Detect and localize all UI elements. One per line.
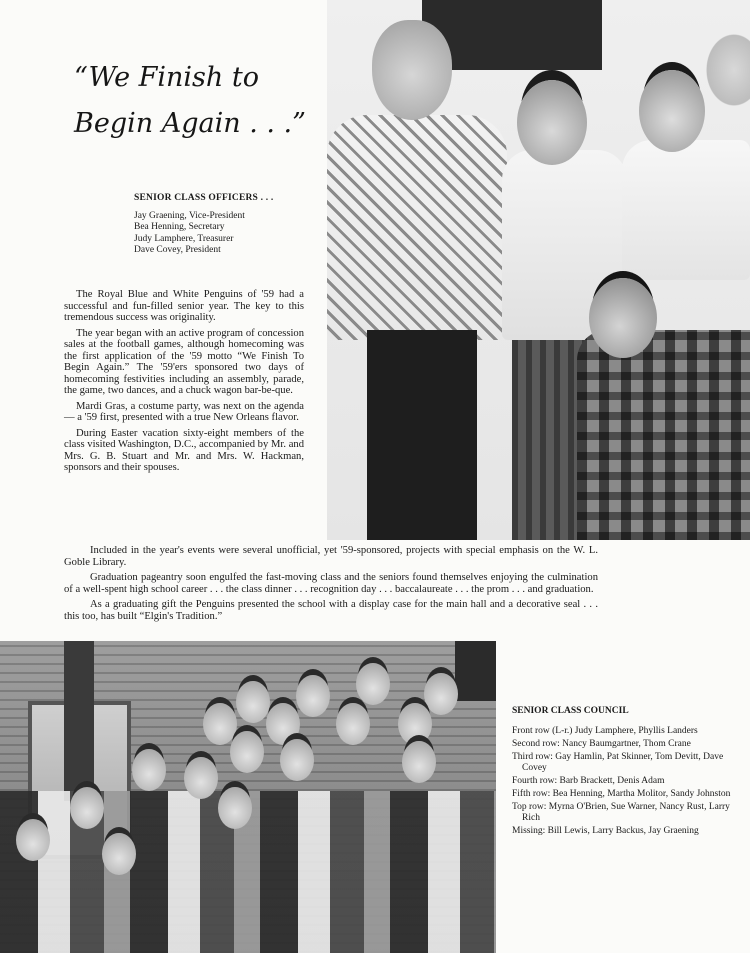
council-member-face: [296, 675, 330, 717]
council-member-face: [230, 731, 264, 773]
page-headline: [74, 60, 324, 143]
council-caption: [512, 706, 744, 839]
body-paragraph: As a graduating gift the Penguins presented the school with a display case for the main hall and a decorative seal . . . this too, has built “Elgin's Tradition.”: [64, 599, 598, 622]
council-member-face: [132, 749, 166, 791]
council-member-face: [398, 703, 432, 745]
body-paragraph: Graduation pageantry soon engulfed the fast-moving class and the seniors found themselves enjoying the culmination of a well-spent high school career . . . the class dinner . . . recognition day . . . baccalaureate . . . the prom . . . and graduation.: [64, 572, 598, 595]
officer-face: [372, 20, 452, 120]
body-paragraph: Mardi Gras, a costume party, was next on the agenda — a '59 first, presented with a true New Orleans flavor.: [64, 400, 304, 423]
officer-face: [517, 80, 587, 165]
council-member-face: [70, 787, 104, 829]
plaid-shirt: [577, 330, 750, 540]
white-blouse: [622, 140, 750, 280]
body-paragraph: During Easter vacation sixty-eight members of the class visited Washington, D.C., accompanied by Mr. and Mrs. G. B. Stuart and Mr. and Mrs. W. Hackman, sponsors and their spouses.: [64, 427, 304, 473]
patterned-sweater: [327, 115, 507, 340]
officer-name: Dave Covey, President: [134, 245, 221, 255]
officer-face: [639, 70, 705, 152]
body-paragraph: The year began with an active program of concession sales at the football games, although homecoming was the first application of the '59 motto “We Finish To Begin Again.” The '59'ers sponsored two days of homecoming festivities including an assembly, parade, the game, two dances, and a chuck wagon bar-be-que.: [64, 327, 304, 396]
body-paragraph: The Royal Blue and White Penguins of '59 had a successful and fun-filled senior year. The key to this tremendous success was originality.: [64, 289, 304, 323]
building-pillar: [64, 641, 94, 801]
council-row: Fifth row: Bea Henning, Martha Molitor, Sandy Johnston: [512, 789, 731, 799]
officers-caption: [134, 193, 324, 257]
senior-class-council-photo: [0, 641, 496, 953]
council-row: Third row: Gay Hamlin, Pat Skinner, Tom Devitt, Dave Covey: [512, 752, 724, 773]
council-member-face: [218, 787, 252, 829]
council-member-face: [236, 681, 270, 723]
officer-name: Jay Graening, Vice-President: [134, 210, 245, 221]
council-row: Fourth row: Barb Brackett, Denis Adam: [512, 776, 665, 786]
dark-trousers: [367, 330, 477, 540]
body-paragraph: Included in the year's events were several unofficial, yet '59-sponsored, projects with special emphasis on the W. L. Goble Library.: [64, 545, 598, 568]
council-member-face: [336, 703, 370, 745]
council-member-face: [402, 741, 436, 783]
council-member-face: [203, 703, 237, 745]
officer-name: Judy Lamphere, Treasurer: [134, 233, 234, 244]
body-text-wide: [64, 545, 598, 626]
building-window: [455, 641, 496, 701]
council-member-face: [16, 819, 50, 861]
council-row: Top row: Myrna O'Brien, Sue Warner, Nancy Rust, Larry Rich: [512, 802, 730, 823]
council-row: Missing: Bill Lewis, Larry Backus, Jay Graening: [512, 826, 699, 836]
officer-name: Bea Henning, Secretary: [134, 222, 225, 232]
senior-class-officers-photo: [327, 0, 750, 540]
body-text-column: [64, 289, 304, 478]
council-member-face: [102, 833, 136, 875]
officers-caption-title: SENIOR CLASS OFFICERS . . .: [134, 193, 274, 203]
council-member-face: [280, 739, 314, 781]
council-member-face: [356, 663, 390, 705]
council-row: Front row (L-r.) Judy Lamphere, Phyllis Landers: [512, 726, 698, 736]
headline-line-2: Begin Again . . .”: [74, 108, 306, 140]
council-member-face: [184, 757, 218, 799]
council-caption-title: SENIOR CLASS COUNCIL: [512, 706, 629, 716]
officer-face: [589, 278, 657, 358]
headline-line-1: “We Finish to: [74, 62, 259, 93]
council-row: Second row: Nancy Baumgartner, Thom Crane: [512, 739, 691, 749]
council-member-face: [424, 673, 458, 715]
